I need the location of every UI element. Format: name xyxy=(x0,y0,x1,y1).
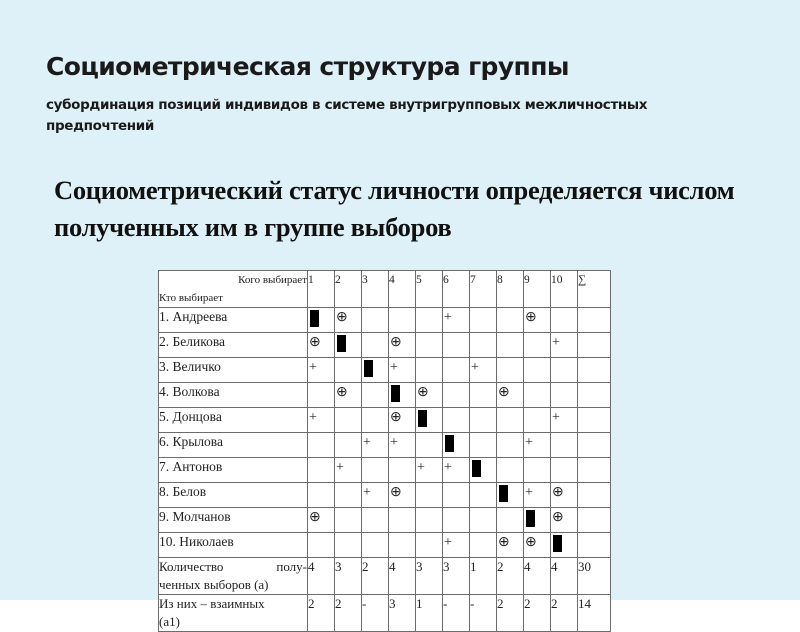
matrix-cell xyxy=(308,358,335,383)
matrix-cell xyxy=(416,533,443,558)
matrix-cell xyxy=(578,458,611,483)
matrix-cell xyxy=(443,408,470,433)
matrix-cell xyxy=(308,483,335,508)
footer-value: 3 xyxy=(443,558,470,595)
column-header: 3 xyxy=(362,271,389,308)
self-choice-block xyxy=(418,410,427,427)
matrix-cell xyxy=(497,533,524,558)
matrix-cell xyxy=(416,483,443,508)
self-choice-block xyxy=(310,310,319,327)
mutual-choice-mark: ⊕ xyxy=(390,335,402,350)
matrix-cell xyxy=(362,533,389,558)
row-name: 1. Андреева xyxy=(159,308,308,333)
footer-value: 1 xyxy=(416,595,443,632)
matrix-cell xyxy=(497,358,524,383)
matrix-cell xyxy=(308,408,335,433)
mutual-choice-mark: ⊕ xyxy=(390,410,402,425)
matrix-row xyxy=(159,533,611,558)
matrix-cell xyxy=(362,433,389,458)
matrix-cell xyxy=(497,458,524,483)
column-header: 4 xyxy=(389,271,416,308)
matrix-cell xyxy=(443,483,470,508)
header-who-is-chosen: Кого выбирает xyxy=(238,274,307,286)
row-name: 6. Крылова xyxy=(159,433,308,458)
matrix-cell xyxy=(389,508,416,533)
matrix-cell xyxy=(497,408,524,433)
matrix-cell xyxy=(416,508,443,533)
matrix-cell xyxy=(524,308,551,333)
row-name: 7. Антонов xyxy=(159,458,308,483)
matrix-cell xyxy=(578,333,611,358)
footer-label xyxy=(159,558,308,595)
matrix-cell xyxy=(335,383,362,408)
matrix-cell xyxy=(551,508,578,533)
footer-value: 2 xyxy=(308,595,335,632)
matrix-cell xyxy=(470,483,497,508)
matrix-cell xyxy=(524,433,551,458)
matrix-cell xyxy=(416,333,443,358)
footer-value: 2 xyxy=(335,595,362,632)
footer-value: 2 xyxy=(551,595,578,632)
matrix-footer-row xyxy=(159,558,611,595)
footer-label xyxy=(159,595,308,632)
matrix-cell xyxy=(443,308,470,333)
column-header: 9 xyxy=(524,271,551,308)
choice-mark: + xyxy=(309,360,317,375)
matrix-cell xyxy=(578,533,611,558)
footer-value: - xyxy=(443,595,470,632)
footer-value: 3 xyxy=(416,558,443,595)
matrix-cell xyxy=(362,383,389,408)
matrix-cell xyxy=(443,508,470,533)
matrix-cell xyxy=(335,533,362,558)
matrix-cell xyxy=(551,383,578,408)
matrix-row xyxy=(159,358,611,383)
matrix-cell xyxy=(470,358,497,383)
choice-mark: + xyxy=(363,435,371,450)
row-name: 5. Донцова xyxy=(159,408,308,433)
matrix-cell xyxy=(443,358,470,383)
choice-mark: + xyxy=(309,410,317,425)
footer-value: 1 xyxy=(470,558,497,595)
matrix-cell xyxy=(578,408,611,433)
matrix-row xyxy=(159,458,611,483)
matrix-cell xyxy=(416,458,443,483)
footer-value: 3 xyxy=(389,595,416,632)
matrix-cell xyxy=(416,358,443,383)
footer-label-part: полу- xyxy=(276,559,307,574)
mutual-choice-mark: ⊕ xyxy=(552,485,564,500)
matrix-cell xyxy=(524,508,551,533)
matrix-cell xyxy=(497,333,524,358)
self-choice-block xyxy=(499,485,508,502)
matrix-cell xyxy=(389,483,416,508)
matrix-cell xyxy=(335,483,362,508)
matrix-cell xyxy=(578,383,611,408)
footer-label-line1 xyxy=(159,595,307,613)
matrix-cell xyxy=(308,458,335,483)
header-who-chooses: Кто выбирает xyxy=(159,292,223,304)
matrix-cell xyxy=(362,358,389,383)
matrix-row xyxy=(159,408,611,433)
column-header-sum: ∑ xyxy=(578,271,611,308)
footer-value: 2 xyxy=(362,558,389,595)
column-header: 7 xyxy=(470,271,497,308)
column-header: 6 xyxy=(443,271,470,308)
self-choice-block xyxy=(337,335,346,352)
matrix-row xyxy=(159,333,611,358)
matrix-row xyxy=(159,433,611,458)
choice-mark: + xyxy=(525,435,533,450)
choice-mark: + xyxy=(444,310,452,325)
footer-value: - xyxy=(362,595,389,632)
mutual-choice-mark: ⊕ xyxy=(390,485,402,500)
matrix-cell xyxy=(470,433,497,458)
row-name: 3. Величко xyxy=(159,358,308,383)
choice-mark: + xyxy=(552,335,560,350)
matrix-cell xyxy=(497,308,524,333)
footer-value: 3 xyxy=(335,558,362,595)
matrix-cell xyxy=(362,333,389,358)
choice-mark: + xyxy=(471,360,479,375)
footer-label-part: Из них – взаимных xyxy=(159,596,265,611)
footer-value: 2 xyxy=(497,595,524,632)
matrix-cell xyxy=(497,433,524,458)
self-choice-block xyxy=(445,435,454,452)
matrix-cell xyxy=(362,458,389,483)
mutual-choice-mark: ⊕ xyxy=(309,510,321,525)
matrix-cell xyxy=(578,508,611,533)
footer-total: 14 xyxy=(578,595,611,632)
row-name: 4. Волкова xyxy=(159,383,308,408)
matrix-cell xyxy=(443,533,470,558)
matrix-cell xyxy=(497,383,524,408)
row-name: 10. Николаев xyxy=(159,533,308,558)
matrix-cell xyxy=(335,408,362,433)
matrix-cell xyxy=(497,483,524,508)
matrix-cell xyxy=(551,408,578,433)
footer-label-line1 xyxy=(159,558,307,576)
matrix-cell xyxy=(578,358,611,383)
matrix-cell xyxy=(470,383,497,408)
matrix-cell xyxy=(578,483,611,508)
self-choice-block xyxy=(472,460,481,477)
mutual-choice-mark: ⊕ xyxy=(336,385,348,400)
matrix-cell xyxy=(578,308,611,333)
matrix-row xyxy=(159,308,611,333)
row-name: 8. Белов xyxy=(159,483,308,508)
matrix-cell xyxy=(335,333,362,358)
matrix-cell xyxy=(389,533,416,558)
matrix-cell xyxy=(389,358,416,383)
choice-mark: + xyxy=(444,535,452,550)
matrix-cell xyxy=(551,308,578,333)
footer-label-part: Количество xyxy=(159,559,224,574)
column-header: 5 xyxy=(416,271,443,308)
matrix-cell xyxy=(551,483,578,508)
column-header: 8 xyxy=(497,271,524,308)
matrix-cell xyxy=(335,358,362,383)
matrix-cell xyxy=(470,333,497,358)
matrix-cell xyxy=(362,308,389,333)
sociometric-matrix xyxy=(158,270,611,632)
choice-mark: + xyxy=(363,485,371,500)
self-choice-block xyxy=(526,510,535,527)
slide-body-text: Социометрический статус личности определяется числом полученных им в группе выборов xyxy=(54,175,735,242)
self-choice-block xyxy=(364,360,373,377)
footer-label-line2: ченных выборов (а) xyxy=(159,577,269,592)
matrix-cell xyxy=(362,508,389,533)
mutual-choice-mark: ⊕ xyxy=(336,310,348,325)
matrix-cell xyxy=(551,458,578,483)
matrix-cell xyxy=(524,483,551,508)
matrix-cell xyxy=(416,408,443,433)
matrix-cell xyxy=(362,483,389,508)
footer-value: 4 xyxy=(389,558,416,595)
self-choice-block xyxy=(553,535,562,552)
matrix-cell xyxy=(308,333,335,358)
matrix-cell xyxy=(389,433,416,458)
matrix-row xyxy=(159,483,611,508)
choice-mark: + xyxy=(390,360,398,375)
matrix-cell xyxy=(470,458,497,483)
footer-value: 4 xyxy=(524,558,551,595)
mutual-choice-mark: ⊕ xyxy=(498,385,510,400)
matrix-cell xyxy=(497,508,524,533)
matrix-cell xyxy=(416,433,443,458)
matrix-cell xyxy=(335,433,362,458)
matrix-cell xyxy=(524,533,551,558)
matrix-cell xyxy=(389,308,416,333)
matrix-cell xyxy=(416,383,443,408)
matrix-cell xyxy=(470,408,497,433)
footer-value: 2 xyxy=(524,595,551,632)
footer-total: 30 xyxy=(578,558,611,595)
matrix-cell xyxy=(470,533,497,558)
mutual-choice-mark: ⊕ xyxy=(417,385,429,400)
matrix-cell xyxy=(524,408,551,433)
mutual-choice-mark: ⊕ xyxy=(525,535,537,550)
choice-mark: + xyxy=(525,485,533,500)
choice-mark: + xyxy=(444,460,452,475)
column-header: 2 xyxy=(335,271,362,308)
matrix-cell xyxy=(470,508,497,533)
row-name: 9. Молчанов xyxy=(159,508,308,533)
footer-value: 2 xyxy=(497,558,524,595)
matrix-cell xyxy=(362,408,389,433)
mutual-choice-mark: ⊕ xyxy=(525,310,537,325)
matrix-cell xyxy=(551,358,578,383)
matrix-cell xyxy=(308,533,335,558)
column-header: 10 xyxy=(551,271,578,308)
footer-value: 4 xyxy=(308,558,335,595)
matrix-cell xyxy=(335,458,362,483)
matrix-cell xyxy=(470,308,497,333)
matrix-cell xyxy=(551,433,578,458)
slide-title: Социометрическая структура группы xyxy=(46,52,569,81)
matrix-cell xyxy=(308,508,335,533)
matrix-cell xyxy=(308,308,335,333)
footer-value: - xyxy=(470,595,497,632)
footer-value: 4 xyxy=(551,558,578,595)
choice-mark: + xyxy=(552,410,560,425)
row-name: 2. Беликова xyxy=(159,333,308,358)
matrix-cell xyxy=(524,358,551,383)
matrix-cell xyxy=(551,533,578,558)
matrix-row xyxy=(159,383,611,408)
choice-mark: + xyxy=(390,435,398,450)
matrix-cell xyxy=(308,383,335,408)
matrix-cell xyxy=(443,458,470,483)
choice-mark: + xyxy=(336,460,344,475)
matrix-cell xyxy=(416,308,443,333)
matrix-cell xyxy=(308,433,335,458)
column-header: 1 xyxy=(308,271,335,308)
matrix-cell xyxy=(551,333,578,358)
matrix-cell xyxy=(335,308,362,333)
mutual-choice-mark: ⊕ xyxy=(309,335,321,350)
matrix-cell xyxy=(389,383,416,408)
matrix-header-row xyxy=(159,271,611,308)
matrix-cell xyxy=(389,408,416,433)
matrix-cell xyxy=(389,333,416,358)
matrix-cell xyxy=(524,333,551,358)
matrix-cell xyxy=(443,333,470,358)
matrix-cell xyxy=(389,458,416,483)
mutual-choice-mark: ⊕ xyxy=(498,535,510,550)
mutual-choice-mark: ⊕ xyxy=(552,510,564,525)
footer-label-line2: (а1) xyxy=(159,614,180,629)
matrix-corner-header xyxy=(159,271,308,308)
matrix-cell xyxy=(335,508,362,533)
matrix-cell xyxy=(578,433,611,458)
matrix-cell xyxy=(443,433,470,458)
choice-mark: + xyxy=(417,460,425,475)
matrix-row xyxy=(159,508,611,533)
matrix-footer-row xyxy=(159,595,611,632)
matrix-cell xyxy=(524,458,551,483)
matrix-cell xyxy=(524,383,551,408)
slide-subtitle: субординация позиций индивидов в системе внутригрупповых межличностных предпочтений xyxy=(46,97,648,134)
self-choice-block xyxy=(391,385,400,402)
matrix-cell xyxy=(443,383,470,408)
